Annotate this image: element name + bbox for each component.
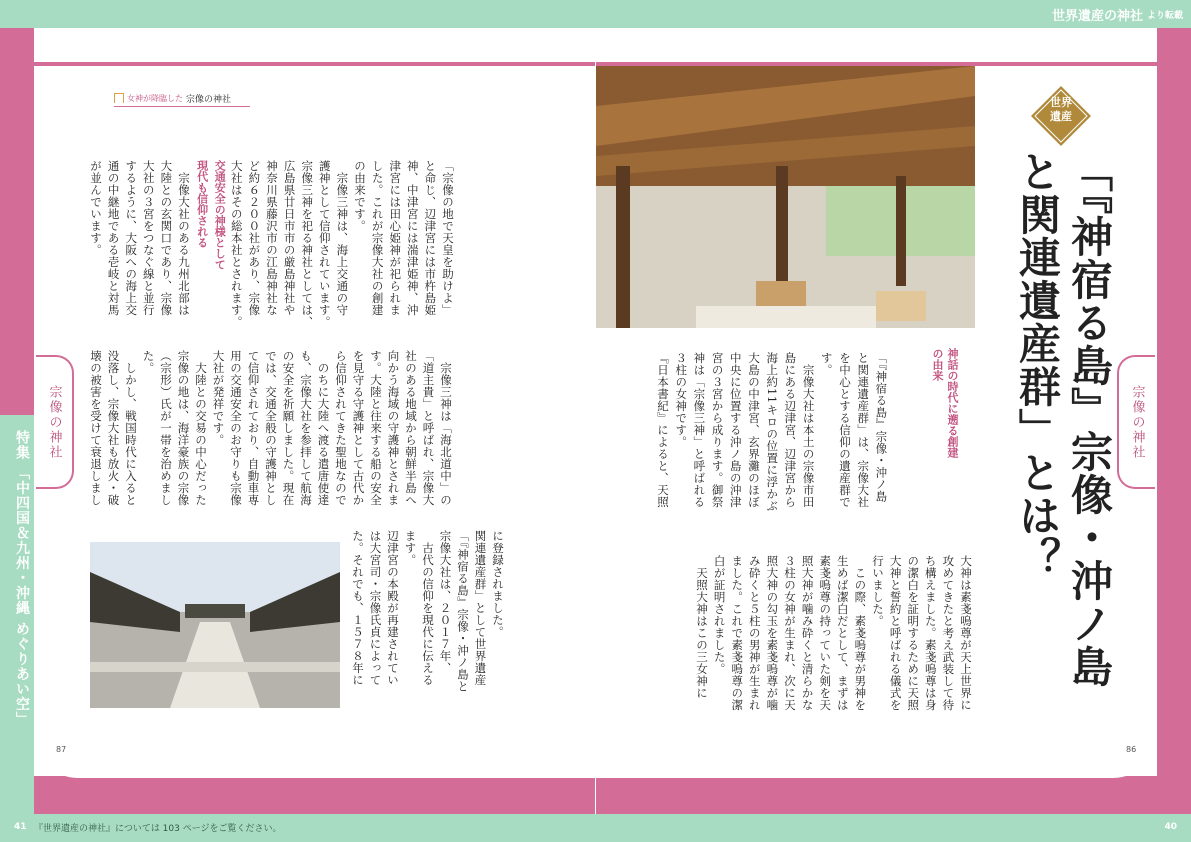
header-label [1052, 4, 1183, 24]
text-column: み砕くと５柱の男神が生まれ [747, 555, 762, 711]
breadcrumb [114, 90, 250, 107]
side-tab-left[interactable] [36, 355, 74, 489]
text-column: す。 [819, 352, 834, 376]
text-column: を中心とする信仰の遺産群で [838, 352, 852, 508]
text-column: ました。これで素戔嗚尊の潔 [730, 555, 745, 711]
text-column: 大社はその総本社とされます。 [229, 160, 244, 328]
text-column: ど約６２００社があり、宗像 [247, 160, 262, 316]
text-column: 宗像大社は本土の宗像市田 [801, 352, 816, 508]
text-column: 大陸との交易の中心だった [194, 350, 208, 506]
breadcrumb-title: 宗像の神社 [186, 94, 232, 105]
text-column: するように、大阪への海上交 [124, 160, 139, 316]
text-column: 「道主貴」と呼ばれ、宗像大 [421, 350, 436, 506]
breadcrumb-category: 女神が降臨した [127, 93, 183, 103]
text-column: に登録されました。 [491, 530, 505, 638]
side-tab-left-label: 宗像の神社 [46, 384, 62, 460]
text-column: 『日本書紀』によると、天照 [656, 352, 670, 508]
text-column: 古代の信仰を現代に伝える [421, 530, 435, 686]
text-column: と関連遺産群」は、宗像大社 [856, 352, 871, 508]
text-column: が並んでいます。 [89, 160, 103, 256]
left-bottom-band [0, 776, 595, 814]
text-column: 行いました。 [871, 555, 885, 627]
text-column: す。大陸と往来する船の安全 [369, 350, 383, 506]
text-column: 向かう海域の守護神とされま [386, 350, 401, 506]
text-column: 広島県廿日市市の厳島神社や [282, 160, 297, 316]
text-column: ち構えました。素戔嗚尊は身 [923, 555, 938, 711]
text-column: を見守る守護神として古代か [351, 350, 366, 506]
text-column: 海上約11キロの位置に浮かぶ [765, 352, 780, 512]
right-border [1157, 28, 1191, 814]
text-column: 用の交通安全のお守りも宗像 [229, 350, 243, 506]
text-column: 神、中津宮には湍津姫神、沖 [405, 160, 420, 316]
section-heading: 現代も信仰される [195, 160, 209, 248]
text-column: 神は「宗像三神」と呼ばれる [692, 352, 707, 508]
text-column: 通の中継地である壱岐と対馬 [106, 160, 121, 316]
text-column: 「『神宿る島』宗像・沖ノ島 [874, 352, 889, 503]
shrine-hall-photo [596, 66, 975, 328]
text-column: ３柱の女神が生まれ、次に天 [783, 555, 797, 711]
text-column: 宗像三神は「海北道中」の [439, 350, 453, 506]
text-column: 大社の３宮をつなぐ線と並行 [141, 160, 156, 316]
text-column: 辺津宮の本殿が再建されてい [386, 530, 400, 686]
side-tab-right[interactable] [1117, 355, 1155, 489]
text-column: た。 [141, 350, 156, 374]
badge-line1: 世界 [1050, 96, 1072, 109]
text-column: 中央に位置する沖ノ島の沖津 [728, 352, 743, 508]
text-column: の潔白を証明するために天照 [906, 555, 921, 711]
footer-note: 『世界遺産の神社』については 103 ページをご覧ください。 [34, 823, 282, 834]
header-title: 世界遺産の神社 [1051, 8, 1143, 24]
text-column: 島にある辺津宮、辺津宮から [783, 352, 798, 508]
badge-line2: 遺産 [1050, 110, 1072, 123]
top-band [0, 0, 1191, 28]
text-column: 大社が発祥です。 [211, 350, 226, 446]
text-column: は大宮司・宗像氏貞によって [368, 530, 383, 686]
text-column: も、宗像大社を参拝して航海 [299, 350, 313, 506]
page-number-left: 87 [56, 745, 67, 754]
text-column: 素戔嗚尊の持っていた剣を天 [818, 555, 833, 711]
page-number-right: 86 [1126, 745, 1137, 754]
text-column: 照大神の勾玉を素戔嗚尊が噛 [765, 555, 780, 711]
text-column: 社のある地域から朝鮮半島へ [404, 350, 418, 506]
right-bottom-band [596, 776, 1191, 814]
text-column: 神奈川県藤沢市の江島神社な [265, 160, 279, 316]
text-column: て信仰されており、自動車専 [246, 350, 261, 506]
text-column: 壊の被害を受けて衰退しまし [89, 350, 103, 506]
text-column: 宗像大社のある九州北部は [177, 160, 191, 316]
text-column: 大神は素戔嗚尊が天上世界に [959, 555, 973, 711]
text-column: しかし、戦国時代に入ると [124, 350, 138, 506]
folio-left: 41 [14, 822, 27, 832]
text-column: 照大神が噛み砕くと清らかな [800, 555, 815, 711]
text-column: の由来です。 [353, 160, 367, 232]
badge-label [1030, 96, 1092, 124]
text-column: では、交通全般の守護神とし [264, 350, 278, 506]
text-column: ます。 [403, 530, 418, 566]
text-column: 大神と誓約と呼ばれる儀式を [888, 555, 903, 711]
text-column: 宮の３宮から成ります。御祭 [710, 352, 725, 508]
folio-right: 40 [1164, 822, 1177, 832]
article-title: 「『神宿る島』宗像・沖ノ島と関連遺産群」とは？ [1013, 150, 1114, 688]
text-column: 攻めてきたと考え武装して待 [941, 555, 956, 711]
shrine-approach-photo [90, 542, 340, 708]
text-column: 宗像三神は、海上交通の守 [335, 160, 350, 316]
text-column: 「『神宿る島』宗像・沖ノ島と [456, 530, 470, 693]
text-column: 大島の中津宮、玄界灘のほぼ [747, 352, 761, 508]
text-column: 宗像三神を祀る神社としては、 [300, 160, 315, 328]
text-column: と命じ、辺津宮には市杵島姫 [423, 160, 438, 316]
text-column: 大陸との玄関口であり、宗像 [159, 160, 174, 316]
section-heading: 交通安全の神様として [213, 160, 227, 270]
text-column: した。これが宗像大社の創建 [370, 160, 385, 316]
text-column: 白が証明されました。 [712, 555, 727, 675]
torii-icon [114, 93, 124, 103]
text-column: た。それでも、１５７８年に [351, 530, 365, 686]
text-column: 宗像の地は、海洋豪族の宗像 [176, 350, 191, 506]
side-tab-right-label: 宗像の神社 [1129, 384, 1145, 460]
text-column: この際、素戔嗚尊が男神を [853, 555, 868, 711]
text-column: のちに大陸へ渡る遣唐使達 [316, 350, 331, 506]
text-column: の安全を祈願しました。現在 [281, 350, 296, 506]
text-column: 関連遺産群」として世界遺産 [473, 530, 488, 686]
right-subhead: 神話の時代に遡る創建の由来 [931, 348, 959, 458]
text-column: 「宗像の地で天皇を助けよ」 [441, 160, 455, 316]
text-column: ３柱の女神です。 [674, 352, 689, 448]
text-column: 天照大神はこの三女神に [695, 555, 709, 699]
text-column: 生めば潔白だとして、まずは [835, 555, 850, 711]
header-sub: より転載 [1146, 10, 1183, 21]
text-column: ら信仰されてきた聖地なので [334, 350, 348, 506]
text-column: 宗像大社は、２０１７年、 [438, 530, 453, 674]
text-column: 護神として信仰されています。 [317, 160, 332, 328]
text-column: 没落し、宗像大社も放火・破 [106, 350, 121, 506]
text-column: 津宮には田心姫神が祀られま [388, 160, 403, 316]
feature-title: 特集 「中四国＆九州・沖縄 めぐりあい空」 [14, 430, 30, 727]
text-column: （宗形）氏が一帯を治めまし [159, 350, 173, 506]
